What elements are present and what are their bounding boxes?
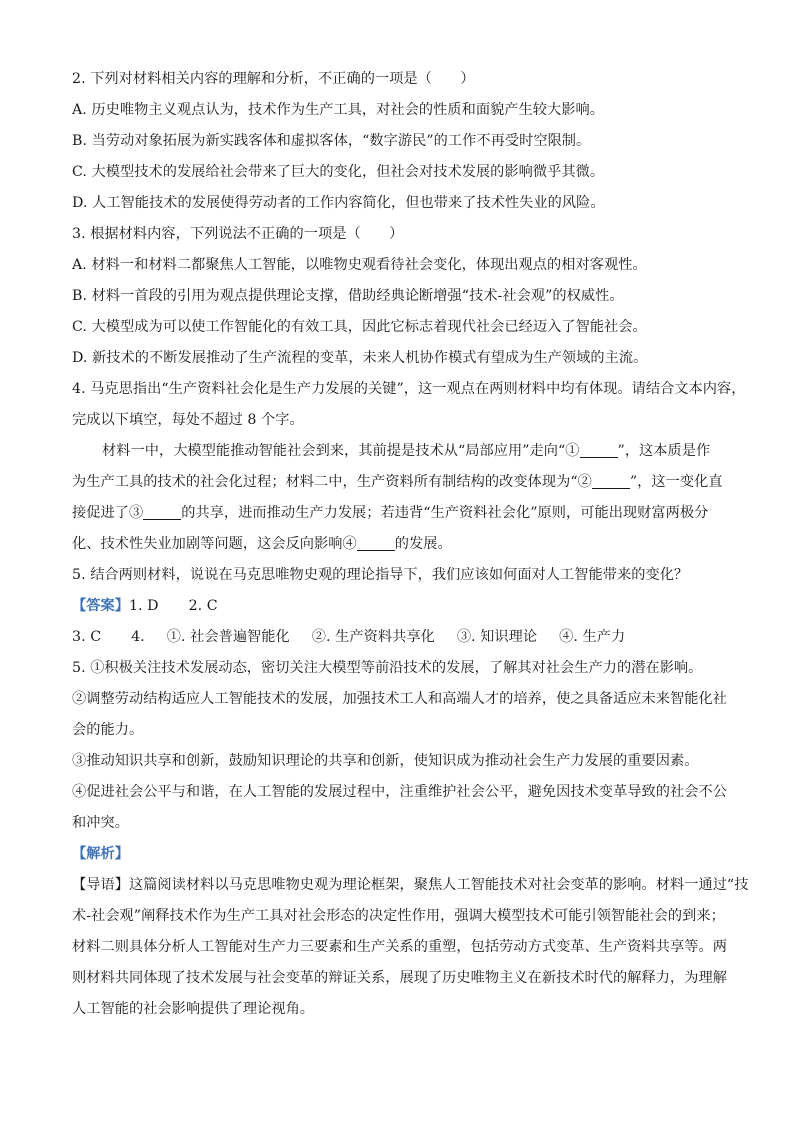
q2-option-c: C. 大模型技术的发展给社会带来了巨大的变化，但社会对技术发展的影响微乎其微。 <box>72 164 605 180</box>
answer-3: 3. C <box>72 629 102 645</box>
q4-stem-line2: 完成以下填空，每处不超过 8 个字。 <box>72 412 304 428</box>
answer-row-1 <box>72 591 724 622</box>
q5-stem: 5. 结合两则材料，说说在马克思唯物史观的理论指导下，我们应该如何面对人工智能带来的变化？ <box>72 567 689 583</box>
answer-4-fill-1: ①. 社会普遍智能化 <box>166 629 290 645</box>
answer-5-line: 5. ①积极关注技术发展动态，密切关注大模型等前沿技术的发展，了解其对社会生产力的潜在影响。 <box>72 660 703 676</box>
q3-option-a: A. 材料一和材料二都聚焦人工智能，以唯物史观看待社会变化，体现出观点的相对客观性。 <box>72 257 647 273</box>
q3-option-b: B. 材料一首段的引用为观点提供理论支撑，借助经典论断增强“技术-社会观”的权威性。 <box>72 288 624 304</box>
q4-passage-text: ”，这一变化直 <box>629 474 723 490</box>
q2-option-a: A. 历史唯物主义观点认为，技术作为生产工具，对社会的性质和面貌产生较大影响。 <box>72 102 604 118</box>
fill-blank-2 <box>592 472 630 489</box>
q4-passage-text: 接促进了③ <box>72 505 144 521</box>
fill-blank-4 <box>357 534 395 551</box>
answer-row-2 <box>72 622 724 653</box>
q4-passage-text: 的共享，进而推动生产力发展；若违背“生产资料社会化”原则，可能出现财富两极分 <box>181 505 709 521</box>
page-content <box>72 64 749 1025</box>
q4-passage-line1 <box>72 436 724 467</box>
q3-option-d: D. 新技术的不断发展推动了生产流程的变革，未来人机协作模式有望成为生产领域的主流。 <box>72 350 648 366</box>
q4-passage-text: 材料一中，大模型能推动智能社会到来，其前提是技术从“局部应用”走向“① <box>102 443 580 459</box>
q3-option-c: C. 大模型成为可以使工作智能化的有效工具，因此它标志着现代社会已经迈入了智能社会。 <box>72 319 647 335</box>
q3-stem: 3. 根据材料内容，下列说法不正确的一项是（ ） <box>72 226 404 242</box>
analysis-tag: 【解析】 <box>72 846 129 862</box>
answer-5-line: 和冲突。 <box>72 815 129 831</box>
analysis-line: 人工智能的社会影响提供了理论视角。 <box>72 1001 315 1017</box>
q2-option-d: D. 人工智能技术的发展使得劳动者的工作内容简化，但也带来了技术性失业的风险。 <box>72 195 605 211</box>
fill-blank-1 <box>580 441 618 458</box>
q4-passage-text: ”，这本质是作 <box>617 443 711 459</box>
answer-4-fill-2: ②. 生产资料共享化 <box>311 629 435 645</box>
q4-passage-line3 <box>72 498 724 529</box>
answer-4-number: 4. <box>131 629 145 645</box>
answer-5-line: ②调整劳动结构适应人工智能技术的发展，加强技术工人和高端人才的培养，使之具备适应未来智能化社 <box>72 691 727 707</box>
answer-5-line: ④促进社会公平与和谐，在人工智能的发展过程中，注重维护社会公平，避免因技术变革导致的社会不公 <box>72 784 727 800</box>
answer-4-fill-4: ④. 生产力 <box>559 629 626 645</box>
answer-5-line: ③推动知识共享和创新，鼓励知识理论的共享和创新，使知识成为推动社会生产力发展的重要因素。 <box>72 753 699 769</box>
answer-1: 1. D <box>128 598 159 614</box>
q4-passage-text: 为生产工具的技术的社会化过程；材料二中，生产资料所有制结构的改变体现为“② <box>72 474 592 490</box>
answer-2: 2. C <box>188 598 218 614</box>
analysis-line: 则材料共同体现了技术发展与社会变革的辩证关系，展现了历史唯物主义在新技术时代的解释力，为理解 <box>72 970 727 986</box>
q4-passage-line2 <box>72 467 724 498</box>
q2-option-b: B. 当劳动对象拓展为新实践客体和虚拟客体，“数字游民”的工作不再受时空限制。 <box>72 133 591 149</box>
q4-passage-text: 的发展。 <box>394 536 452 552</box>
answer-4-fill-3: ③. 知识理论 <box>456 629 538 645</box>
analysis-line: 材料二则具体分析人工智能对生产力三要素和生产关系的重塑，包括劳动方式变革、生产资料共享等。两 <box>72 939 727 955</box>
answer-tag: 【答案】 <box>72 598 129 614</box>
answer-5-line: 会的能力。 <box>72 722 144 738</box>
analysis-line: 【导语】这篇阅读材料以马克思唯物史观为理论框架，聚焦人工智能技术对社会变革的影响。材料一通过“技 <box>72 877 749 893</box>
q4-passage-line4 <box>72 529 724 560</box>
q4-stem-line1: 4. 马克思指出“生产资料社会化是生产力发展的关键”，这一观点在两则材料中均有体现。请结合文本内容， <box>72 381 746 397</box>
q4-passage-text: 化、技术性失业加剧等问题，这会反向影响④ <box>72 536 357 552</box>
analysis-line: 术-社会观”阐释技术作为生产工具对社会形态的决定性作用，强调大模型技术可能引领智能社会的到来； <box>72 908 725 924</box>
fill-blank-3 <box>143 503 181 520</box>
analysis-heading <box>72 839 724 870</box>
q2-stem: 2. 下列对材料相关内容的理解和分析，不正确的一项是（ ） <box>72 71 475 87</box>
